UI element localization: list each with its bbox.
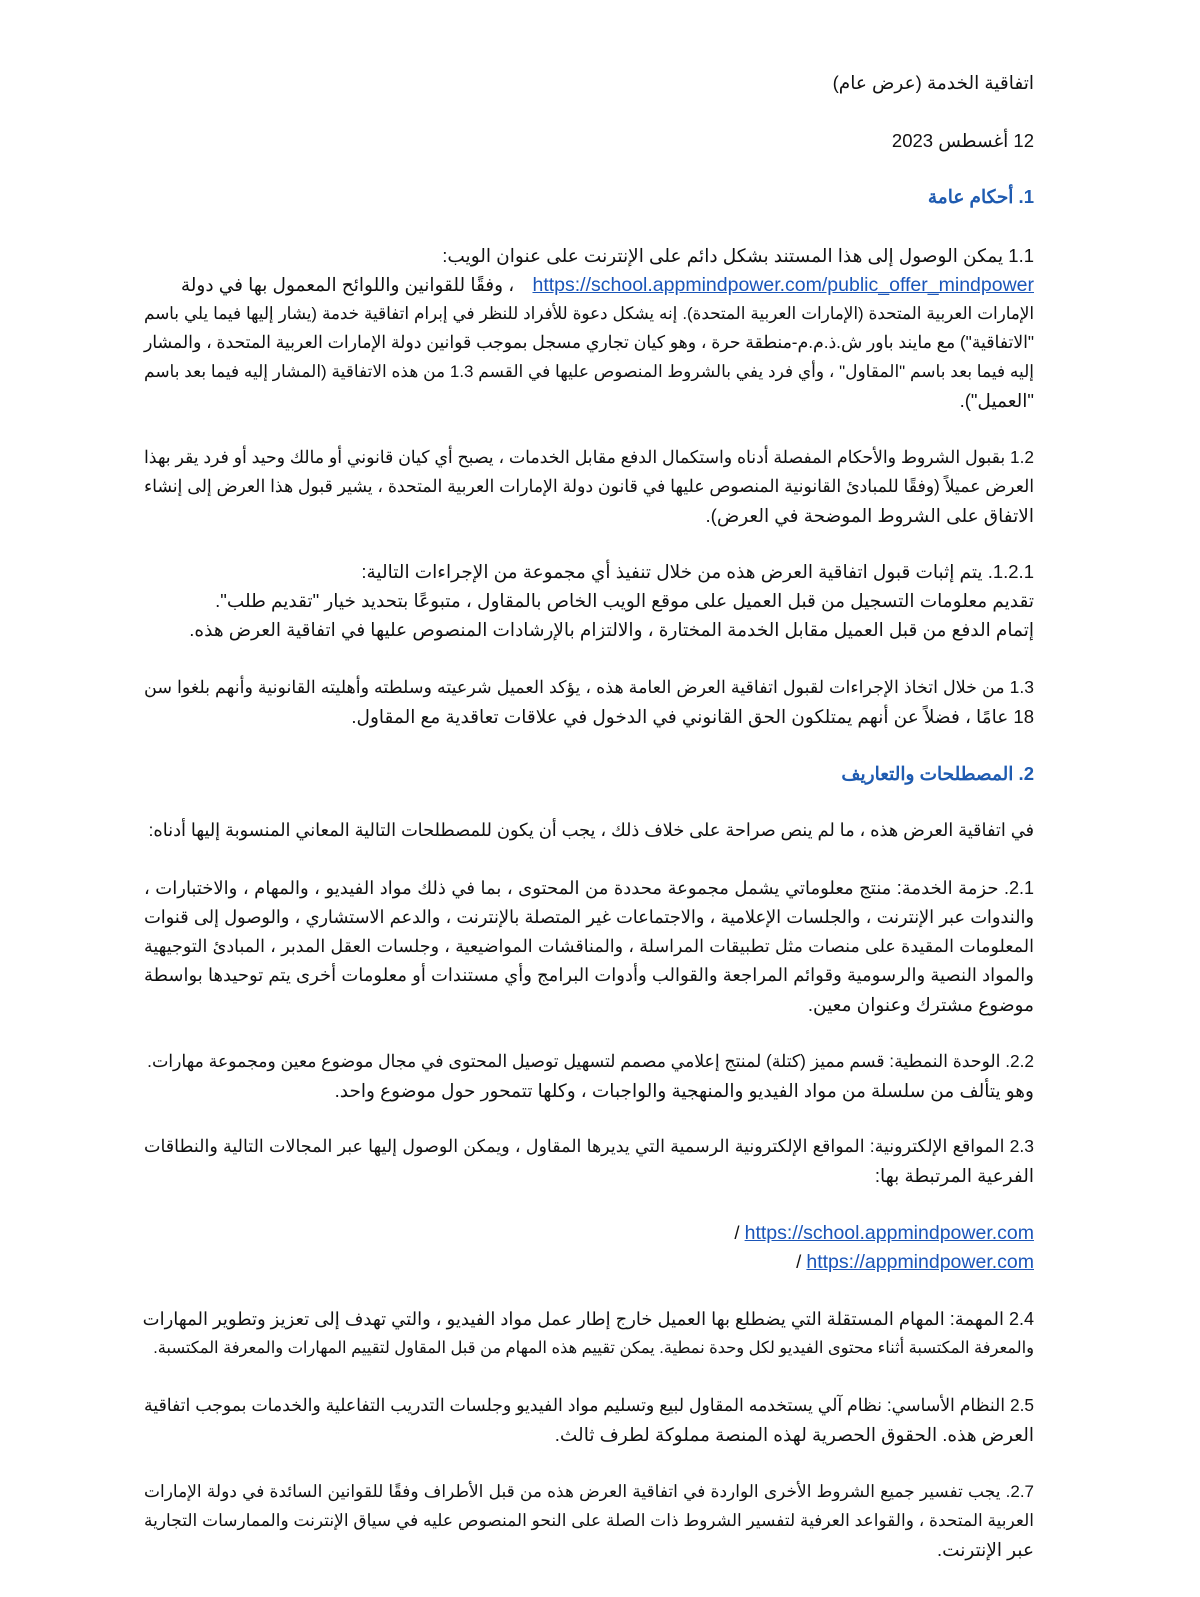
clause-1-3-line: 1.3 من خلال اتخاذ الإجراءات لقبول اتفاقية العرض العامة هذه ، يؤكد العميل شرعيته وسلطته وأهليته القانونية وأنهم بلغوا سن <box>144 677 1034 697</box>
document-title: اتفاقية الخدمة (عرض عام) <box>832 72 1034 93</box>
clause-2-7-line: 2.7. يجب تفسير جميع الشروط الأخرى الواردة في اتفاقية العرض هذه من قبل الأطراف وفقًا للقوانين السائدة في دولة الإمارات <box>144 1482 1034 1501</box>
clause-1-2-1-line: 1.2.1. يتم إثبات قبول اتفاقية العرض هذه من خلال تنفيذ أي مجموعة من الإجراءات التالية: <box>361 561 1034 582</box>
clause-2-3-line: الفرعية المرتبطة بها: <box>874 1165 1034 1186</box>
link-separator: / <box>796 1251 802 1272</box>
clause-2-1-line: والمواد النصية والرسومية وقوائم المراجعة والقوالب وأدوات البرامج وأي مستندات أو معلومات أخرى يتم توحيدها بواسطة <box>144 965 1034 985</box>
clause-1-1-line: "العميل"). <box>959 390 1034 411</box>
clause-2-7-line: العربية المتحدة ، والقواعد العرفية لتفسير الشروط ذات الصلة على النحو المنصوص عليه في سياق الإنترنت والممارسات التجارية <box>144 1511 1034 1530</box>
website-link-line <box>144 1218 1034 1248</box>
clause-1-2-1-line: تقديم معلومات التسجيل من قبل العميل على موقع الويب الخاص بالمقاول ، متبوعًا بتحديد خيار "تقديم طلب". <box>215 590 1034 611</box>
clause-2-4-line: 2.4 المهمة: المهام المستقلة التي يضطلع بها العميل خارج إطار عمل مواد الفيديو ، والتي تهدف إلى تعزيز وتطوير المهارات <box>142 1309 1034 1329</box>
clause-1-1-line: 1.1 يمكن الوصول إلى هذا المستند بشكل دائم على الإنترنت على عنوان الويب: <box>442 245 1034 266</box>
clause-1-1-line: إليه فيما بعد باسم "المقاول" ، وأي فرد يفي بالشروط المنصوص عليها في القسم 1.3 من هذه الاتفاقية (المشار إليه فيما بعد باسم <box>144 362 1034 381</box>
clause-2-1-line: موضوع مشترك وعنوان معين. <box>807 994 1034 1015</box>
clause-1-1-line: "الاتفاقية") مع مايند باور ش.ذ.م.م-منطقة حرة ، وهو كيان تجاري مسجل بموجب قوانين دولة الإمارات العربية المتحدة ، والمشار <box>143 332 1034 352</box>
clause-1-1-text: ، وفقًا للقوانين واللوائح المعمول بها في دولة <box>180 274 515 295</box>
clause-1-1-link-line <box>144 270 1034 300</box>
clause-1-1-line: الإمارات العربية المتحدة (الإمارات العربية المتحدة). إنه يشكل دعوة للأفراد للنظر في إبرام اتفاقية خدمة (يشار إليها فيما يلي باسم <box>144 304 1034 323</box>
clause-2-5-line: 2.5 النظام الأساسي: نظام آلي يستخدمه المقاول لبيع وتسليم مواد الفيديو وجلسات التدريب التفاعلية والخدمات بموجب اتفاقية <box>144 1395 1034 1415</box>
clause-1-2-line: الاتفاق على الشروط الموضحة في العرض). <box>705 505 1034 526</box>
clause-2-4-line: والمعرفة المكتسبة أثناء محتوى الفيديو لكل وحدة نمطية. يمكن تقييم هذه المهام من قبل المقاول لتقييم المهارات والمعرفة المكتسبة. <box>153 1339 1034 1357</box>
clause-2-1-line: المعلومات المقيدة على منصات مثل تطبيقات المراسلة ، والمناقشات المواضيعية ، وجلسات العقل المدبر ، المبادئ التوجيهية <box>144 936 1034 956</box>
clause-2-2-line: وهو يتألف من سلسلة من مواد الفيديو والمنهجية والواجبات ، وكلها تتمحور حول موضوع واحد. <box>334 1080 1034 1101</box>
clause-1-2-line: العرض عميلاً (وفقًا للمبادئ القانونية المنصوص عليها في قانون دولة الإمارات العربية المتحدة ، يشير قبول هذا العرض إلى إنشاء <box>144 476 1034 496</box>
clause-2-1-line: 2.1. حزمة الخدمة: منتج معلوماتي يشمل مجموعة محددة من المحتوى ، بما في ذلك مواد الفيديو ، والمهام ، والاختبارات ، <box>144 878 1034 898</box>
clause-2-7-line: عبر الإنترنت. <box>936 1539 1034 1560</box>
section-1-heading: 1. أحكام عامة <box>927 186 1034 207</box>
document-date: 12 أغسطس 2023 <box>891 130 1034 151</box>
website-link-line <box>144 1247 1034 1277</box>
clause-1-2-1-line: إتمام الدفع من قبل العميل مقابل الخدمة المختارة ، والالتزام بالإرشادات المنصوص عليها في اتفاقية العرض هذه. <box>189 619 1034 640</box>
public-offer-link[interactable]: https://school.appmindpower.com/public_offer_mindpower <box>532 274 1034 296</box>
clause-2-5-line: العرض هذه. الحقوق الحصرية لهذه المنصة مملوكة لطرف ثالث. <box>554 1424 1034 1445</box>
clause-2-1-line: والندوات عبر الإنترنت ، والجلسات الإعلامية ، والاجتماعات غير المتصلة بالإنترنت ، والدعم الاستشاري ، والوصول إلى قنوات <box>144 907 1034 927</box>
school-site-link[interactable]: https://school.appmindpower.com <box>744 1222 1034 1244</box>
clause-2-3-line: 2.3 المواقع الإلكترونية: المواقع الإلكترونية الرسمية التي يديرها المقاول ، ويمكن الوصول إليها عبر المجالات التالية والنطاقات <box>144 1136 1034 1156</box>
clause-2-2-line: 2.2. الوحدة النمطية: قسم مميز (كتلة) لمنتج إعلامي مصمم لتسهيل توصيل المحتوى في مجال موضوع معين ومجموعة مهارات. <box>147 1051 1034 1071</box>
section-2-intro: في اتفاقية العرض هذه ، ما لم ينص صراحة على خلاف ذلك ، يجب أن يكون للمصطلحات التالية المعاني المنسوبة إليها أدناه: <box>148 820 1034 840</box>
link-separator: / <box>734 1222 740 1243</box>
main-site-link[interactable]: https://appmindpower.com <box>806 1251 1034 1273</box>
section-2-heading: 2. المصطلحات والتعاريف <box>841 763 1034 784</box>
clause-1-3-line: 18 عامًا ، فضلاً عن أنهم يمتلكون الحق القانوني في الدخول في علاقات تعاقدية مع المقاول. <box>351 706 1034 727</box>
clause-1-2-line: 1.2 بقبول الشروط والأحكام المفصلة أدناه واستكمال الدفع مقابل الخدمات ، يصبح أي كيان قانوني أو مالك وحيد أو فرد يقر بهذا <box>144 447 1034 467</box>
